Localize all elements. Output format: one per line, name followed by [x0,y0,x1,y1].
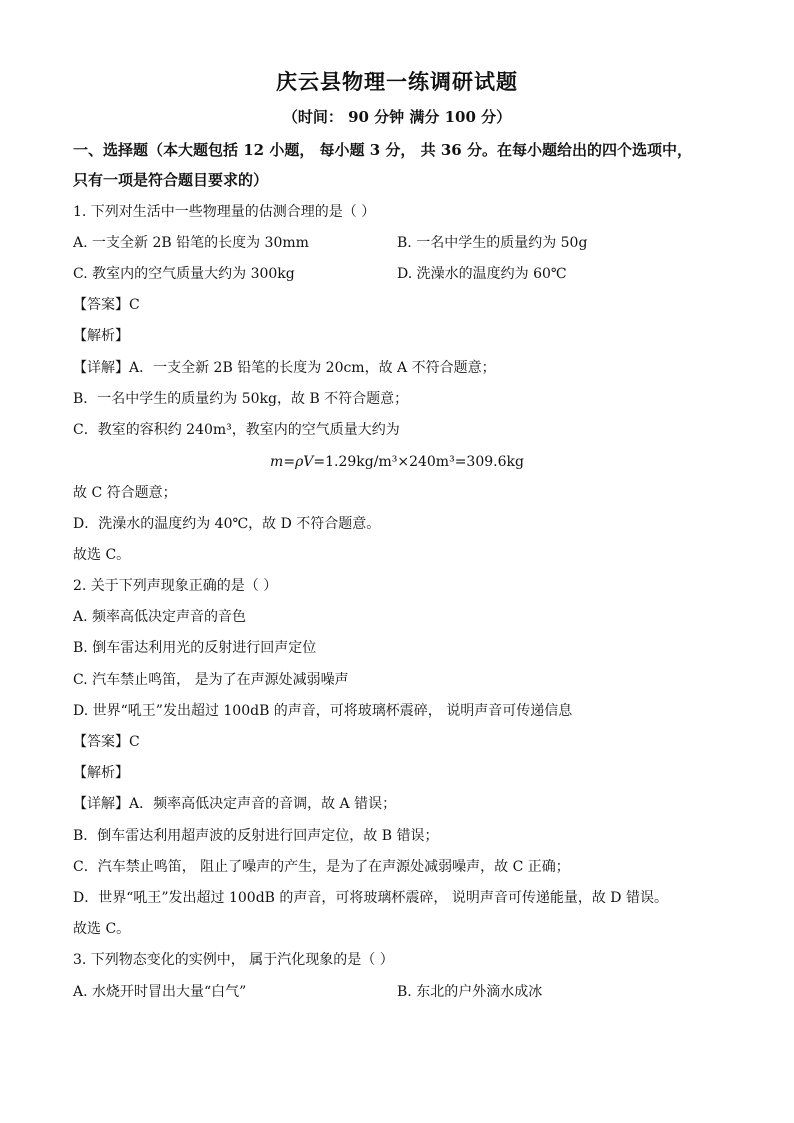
q1-stem: 1. 下列对生活中一些物理量的估测合理的是（ ） [73,204,376,220]
formula-result: =1.29kg/m³×240m³=309.6kg [313,454,524,470]
page-title: 庆云县物理一练调研试题 [276,69,518,94]
q2-conclusion: 故选 C。 [73,921,131,937]
formula-rho-v: ρV [295,454,314,470]
q2-option-d: D. 世界“吼王”发出超过 100dB 的声音，可将玻璃杯震碎， 说明声音可传递信息 [73,703,573,719]
section-heading: 一、选择题（本大题包括 12 小题， 每小题 3 分， 共 36 分。在每小题给出的四个选项中， [73,141,692,159]
q1-detail-d: D．洗澡水的温度约为 40℃，故 D 不符合题意。 [73,516,381,532]
q1-analysis-label: 【解析】 [73,328,129,344]
q1-option-c: C. 教室内的空气质量大约为 300kg [73,266,295,282]
q2-option-a: A. 频率高低决定声音的音色 [73,609,247,625]
q2-option-c: C. 汽车禁止鸣笛， 是为了在声源处减弱噪声 [73,672,349,688]
q2-detail-a: 【详解】A．频率高低决定声音的音调，故 A 错误； [73,796,397,812]
q1-detail-c: C．教室的容积约 240m³，教室内的空气质量大约为 [73,422,400,438]
q2-answer: 【答案】C [73,734,140,750]
q2-option-b: B. 倒车雷达利用光的反射进行回声定位 [73,640,317,656]
exam-time-info: （时间： 90 分钟 满分 100 分） [282,108,512,126]
q1-detail-a: 【详解】A．一支全新 2B 铅笔的长度为 20cm，故 A 不符合题意； [73,360,496,376]
q1-formula [0,452,794,472]
q1-answer: 【答案】C [73,297,140,313]
q2-stem: 2. 关于下列声现象正确的是（ ） [73,578,278,594]
q1-conclusion: 故选 C。 [73,547,131,563]
q1-detail-c2: 故 C 符合题意； [73,485,177,501]
section-heading-cont: 只有一项是符合题目要求的） [73,171,269,189]
formula-equals: = [283,454,296,470]
q3-option-b: B. 东北的户外滴水成冰 [397,984,543,1000]
q2-analysis-label: 【解析】 [73,765,129,781]
q2-detail-d: D．世界“吼王”发出超过 100dB 的声音，可将玻璃杯震碎， 说明声音可传递能量，故 D 错误。 [73,890,668,906]
q1-option-d: D. 洗澡水的温度约为 60℃ [397,266,567,282]
q1-option-a: A. 一支全新 2B 铅笔的长度为 30mm [73,235,309,251]
q2-detail-b: B．倒车雷达利用超声波的反射进行回声定位，故 B 错误； [73,828,439,844]
q3-stem: 3. 下列物态变化的实例中， 属于汽化现象的是（ ） [73,952,394,968]
formula-mass: m [270,454,284,470]
q2-detail-c: C．汽车禁止鸣笛， 阻止了噪声的产生，是为了在声源处减弱噪声，故 C 正确； [73,859,570,875]
q1-option-b: B. 一名中学生的质量约为 50g [397,235,588,251]
q3-option-a: A. 水烧开时冒出大量“白气” [73,984,247,1000]
q1-detail-b: B．一名中学生的质量约为 50kg，故 B 不符合题意； [73,391,409,407]
